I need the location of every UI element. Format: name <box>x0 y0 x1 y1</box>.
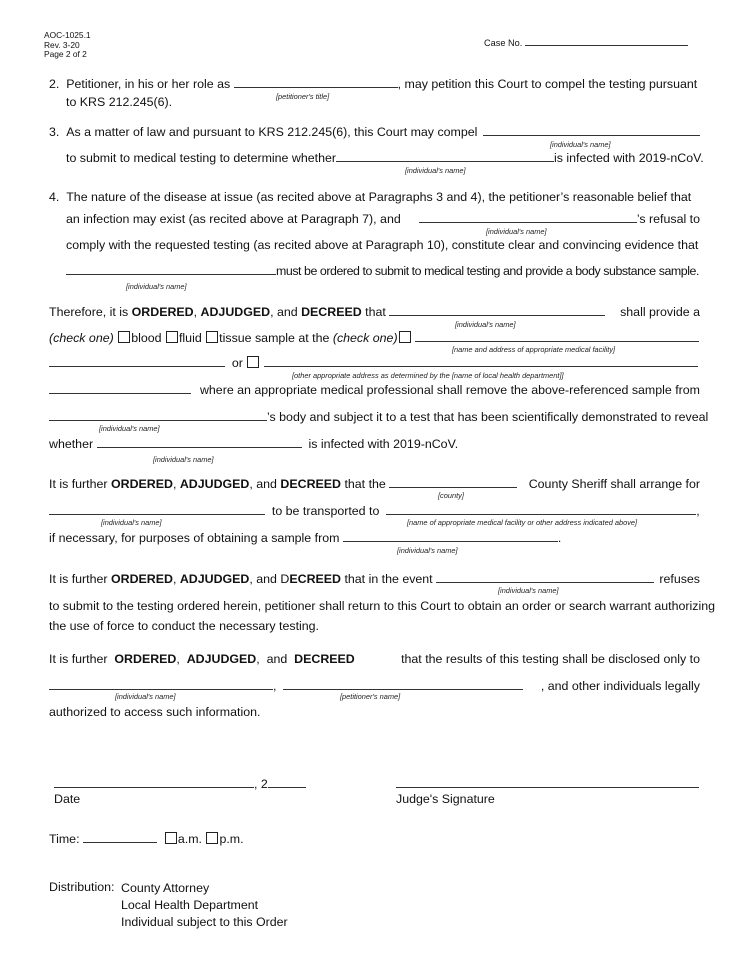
caption-individual-name-11: [individual's name] <box>115 692 176 701</box>
pm-label: p.m. <box>219 832 244 846</box>
order-4-line-2-text: , and other individuals legally <box>540 679 700 693</box>
order-2-line-3 <box>49 531 700 546</box>
pm-checkbox[interactable] <box>206 832 218 844</box>
order-4-post: that the results of this testing shall be disclosed only to <box>401 652 700 666</box>
order-1-line-5 <box>49 410 709 425</box>
individual-name-field-11[interactable] <box>49 688 273 690</box>
caption-individual-name-2: [individual's name] <box>405 166 466 175</box>
para-4-line-4 <box>66 264 706 279</box>
para-4-line-2 <box>66 212 700 227</box>
order-1-line-6-text: is infected with 2019-nCoV. <box>308 437 459 451</box>
order-1-line-3 <box>49 356 700 371</box>
decreed-d: D <box>280 572 290 586</box>
decreed-label-2: DECREED <box>280 477 341 491</box>
decreed-label: DECREED <box>301 305 362 319</box>
judge-signature-label: Judge's Signature <box>396 792 495 806</box>
case-no-field[interactable] <box>525 44 688 46</box>
adjudged-label: ADJUDGED <box>200 305 271 319</box>
para-3-text: As a matter of law and pursuant to KRS 212.245(6), this Court may compel <box>66 125 478 139</box>
order-3-post: refuses <box>659 572 700 586</box>
individual-name-field-10[interactable] <box>436 581 654 583</box>
order-2-line-3-text: if necessary, for purposes of obtaining a sample from <box>49 531 340 545</box>
order-3-pre: It is further <box>49 572 108 586</box>
order-4-line-3: authorized to access such information. <box>49 705 261 719</box>
order-2-post: County Sheriff shall arrange for <box>528 477 700 491</box>
caption-individual-name-9: [individual's name] <box>397 546 458 555</box>
distribution-item: Local Health Department <box>121 898 259 912</box>
ordered-label: ORDERED <box>131 305 194 319</box>
para-3-line-1 <box>49 125 700 140</box>
order-1-line-5-text: ’s body and subject it to a test that has been scientifically demonstrated to reveal <box>267 410 709 424</box>
order-4-pre: It is further <box>49 652 108 666</box>
distribution-item: County Attorney <box>121 881 210 895</box>
caption-county: [county] <box>438 491 464 500</box>
adjudged-label-4: ADJUDGED <box>186 652 257 666</box>
order-1-and: , and <box>270 305 298 319</box>
para-3-number: 3. <box>49 125 60 139</box>
caption-individual-name-1: [individual's name] <box>550 140 611 149</box>
ordered-label-2: ORDERED <box>110 477 173 491</box>
order-4-line-2: , , and other individuals legally <box>49 679 700 694</box>
other-address-field[interactable] <box>264 365 698 367</box>
para-2-number: 2. <box>49 77 60 91</box>
caption-individual-name-7: [individual's name] <box>153 455 214 464</box>
para-4-line-3: comply with the requested testing (as recited above at Paragraph 10), constitute clear and convincing evidence that <box>66 238 699 252</box>
ordered-label-3: ORDERED <box>110 572 173 586</box>
para-2-text: Petitioner, in his or her role as <box>66 77 231 91</box>
caption-individual-name-3: [individual's name] <box>486 227 547 236</box>
order-2-mid: to be transported to <box>271 504 380 518</box>
para-3-line-2-post: is infected with 2019-nCoV. <box>553 151 704 165</box>
judge-signature-line <box>396 777 699 791</box>
order-2-period: . <box>557 531 562 545</box>
fluid-checkbox[interactable] <box>166 331 178 343</box>
order-1-pre: Therefore, it is <box>49 305 129 319</box>
para-2-line-1 <box>49 77 700 92</box>
para-4-line-1 <box>49 190 700 205</box>
blood-label: blood <box>131 331 162 345</box>
caption-individual-name-4: [individual's name] <box>126 282 187 291</box>
caption-petitioner-title: [petitioner's title] <box>276 92 330 101</box>
order-2-comma: , <box>696 504 700 518</box>
order-2-line-2 <box>49 504 700 519</box>
order-1-line-1 <box>49 305 700 320</box>
individual-name-field-2[interactable] <box>336 160 554 162</box>
form-id: AOC-1025.1 <box>44 30 91 40</box>
order-4-line-1: It is further ORDERED, ADJUDGED, and DECREED that the results of this testing shall be disclosed only to <box>49 652 700 666</box>
para-4-text: The nature of the disease at issue (as recited above at Paragraphs 3 and 4), the petitioner’s reasonable belief that <box>66 190 692 204</box>
caption-petitioner-name: [petitioner's name] <box>340 692 401 701</box>
individual-name-field-3[interactable] <box>419 221 637 223</box>
para-3-line-2-text: to submit to medical testing to determine whether <box>66 151 336 165</box>
form-rev: Rev. 3-20 <box>44 39 80 50</box>
individual-name-field-4[interactable] <box>66 273 276 275</box>
date-field[interactable] <box>54 786 254 788</box>
caption-medical-facility: [name and address of appropriate medical facility] <box>452 345 616 354</box>
order-1-line-6 <box>49 437 700 452</box>
individual-name-field-8[interactable] <box>49 513 265 515</box>
para-2-text-post: , may petition this Court to compel the testing pursuant <box>397 77 698 91</box>
tissue-label: tissue sample at the <box>219 331 330 345</box>
medical-facility-field[interactable] <box>415 340 699 342</box>
para-4-line-4-text: must be ordered to submit to medical testing and provide a body substance sample. <box>276 264 699 278</box>
tissue-checkbox[interactable] <box>206 331 218 343</box>
am-checkbox[interactable] <box>165 832 177 844</box>
para-2-line-2: to KRS 212.245(6). <box>66 95 173 109</box>
distribution-label: Distribution: <box>49 880 115 894</box>
para-4-line-2-text: an infection may exist (as recited above at Paragraph 7), and <box>66 212 401 226</box>
caption-other-address: [other appropriate address as determined by the [name of local health department]] <box>292 371 564 380</box>
petitioner-title-field[interactable] <box>234 86 398 88</box>
whether-label: whether <box>49 437 94 451</box>
time-field[interactable] <box>83 841 157 843</box>
order-1-that: that <box>365 305 386 319</box>
order-1-line-4 <box>49 383 700 398</box>
page-number: Page 2 of 2 <box>44 49 87 59</box>
adjudged-label-2: ADJUDGED <box>179 477 250 491</box>
caption-medical-facility-2: [name of appropriate medical facility or other address indicated above] <box>407 518 638 527</box>
para-3-line-2 <box>66 151 704 166</box>
other-address-checkbox[interactable] <box>247 356 259 368</box>
order-3-line-2: to submit to the testing ordered herein, petitioner shall return to this Court to obtain an order or search warrant authorizing <box>49 599 716 613</box>
blood-checkbox[interactable] <box>118 331 130 343</box>
caption-individual-name-5: [individual's name] <box>455 320 516 329</box>
individual-name-field-6[interactable] <box>49 419 267 421</box>
medical-facility-checkbox[interactable] <box>399 331 411 343</box>
ordered-label-4: ORDERED <box>114 652 177 666</box>
order-3-line-3: the use of force to conduct the necessary testing. <box>49 619 319 633</box>
check-one-label: (check one) <box>49 331 114 345</box>
caption-individual-name-10: [individual's name] <box>498 586 559 595</box>
distribution-list <box>121 880 288 931</box>
am-label: a.m. <box>177 832 202 846</box>
time-row <box>49 832 244 846</box>
individual-name-field-1[interactable] <box>483 134 700 136</box>
order-1-line-4-text: where an appropriate medical professional shall remove the above-referenced sample from <box>199 383 700 397</box>
order-2-line-1: It is further ORDERED, ADJUDGED, and DECREED that the County Sheriff shall arrange for <box>49 477 700 491</box>
form-header <box>44 31 91 60</box>
judge-signature-field[interactable] <box>396 786 699 788</box>
or-label: or <box>231 356 243 370</box>
county-field[interactable] <box>389 486 517 488</box>
check-one-label-2: (check one) <box>332 331 398 345</box>
decreed-label-4: DECREED <box>294 652 355 666</box>
time-label: Time: <box>49 832 80 846</box>
order-1-comma: , <box>193 305 198 319</box>
medical-facility-field-cont[interactable] <box>49 365 225 367</box>
case-no <box>484 38 688 48</box>
order-1-post: shall provide a <box>620 305 700 319</box>
fluid-label: fluid <box>178 331 202 345</box>
individual-name-field-5[interactable] <box>389 314 605 316</box>
order-2-that: that the <box>344 477 386 491</box>
caption-individual-name-8: [individual's name] <box>101 518 162 527</box>
individual-name-field-7[interactable] <box>97 446 302 448</box>
order-3-line-1: It is further ORDERED, ADJUDGED, and DECREED that in the event refuses <box>49 572 700 586</box>
year-prefix: , 2 <box>254 777 268 791</box>
other-address-field-cont[interactable] <box>49 392 191 394</box>
order-1-line-2 <box>49 331 700 346</box>
date-line <box>54 777 306 791</box>
year-field[interactable] <box>268 786 306 788</box>
date-label: Date <box>54 792 81 806</box>
para-4-line-2-post: ’s refusal to <box>636 212 700 226</box>
individual-name-field-9[interactable] <box>343 540 558 542</box>
para-4-number: 4. <box>49 190 60 204</box>
petitioner-name-field[interactable] <box>283 688 523 690</box>
case-no-label: Case No. <box>484 38 523 48</box>
order-3-that: that in the event <box>344 572 433 586</box>
decreed-label-3: ECREED <box>289 572 341 586</box>
adjudged-label-3: ADJUDGED <box>179 572 250 586</box>
distribution-item: Individual subject to this Order <box>121 915 288 929</box>
medical-facility-field-2[interactable] <box>386 513 696 515</box>
order-2-pre: It is further <box>49 477 108 491</box>
caption-individual-name-6: [individual's name] <box>99 424 160 433</box>
